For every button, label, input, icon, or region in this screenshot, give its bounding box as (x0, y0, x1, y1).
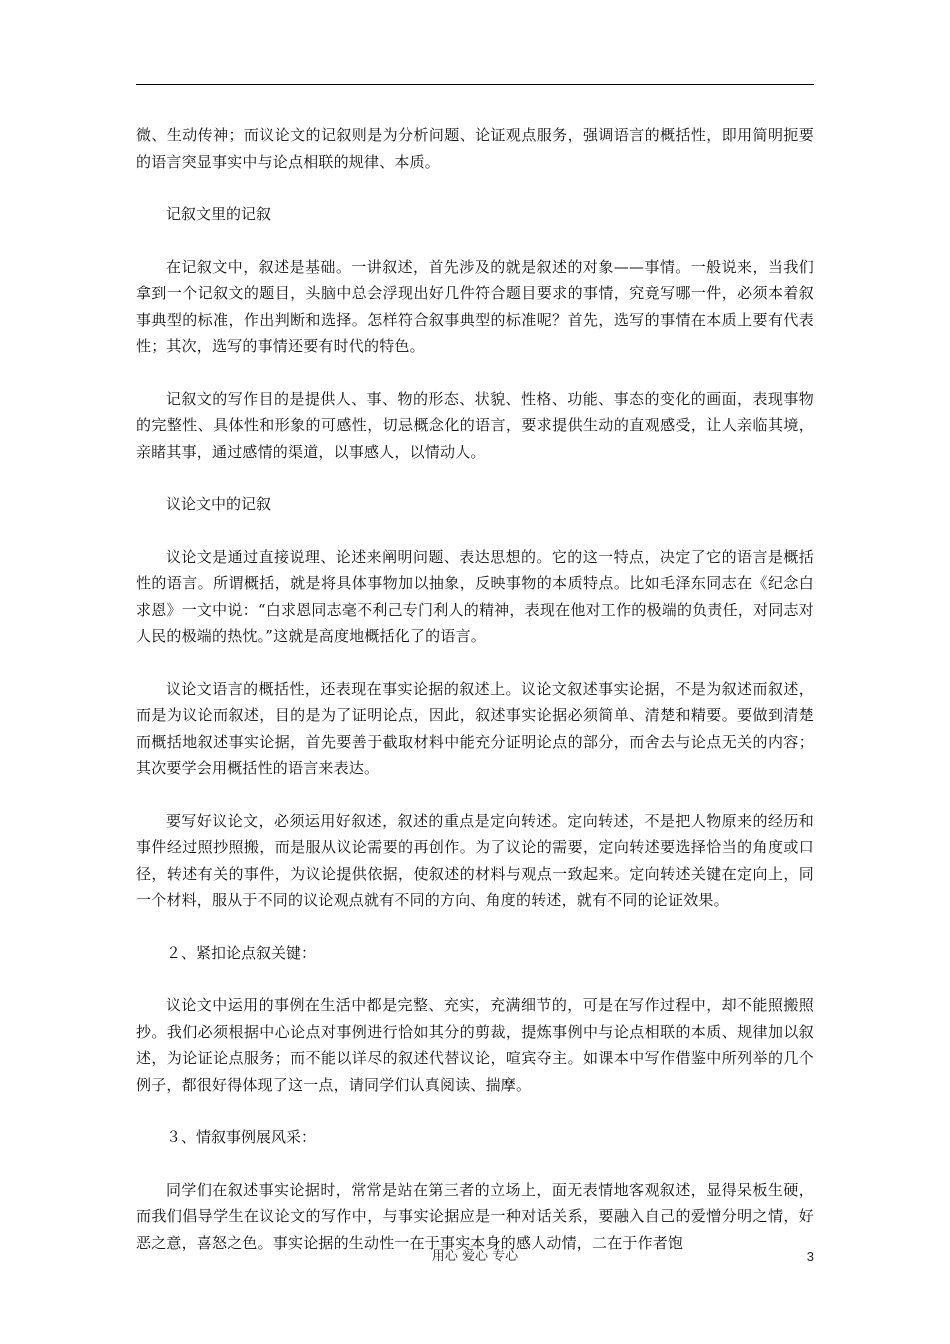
page-number: 3 (806, 1249, 814, 1264)
document-body (136, 122, 814, 1282)
section-heading-argumentative-essay: 议论文中的记叙 (166, 495, 272, 513)
paragraph: 要写好议论文，必须运用好叙述，叙述的重点是定向转述。定向转述，不是把人物原来的经历和事件经过照抄照搬，而是服从议论需要的再创作。为了议论的需要，定向转述要选择恰当的角度或口径，转述有关的事件，为议论提供依据，使叙述的材料与观点一致起来。定向转述关键在定向上，同一个材料，服从于不同的议论观点就有不同的方向、角度的转述，就有不同的论证效果。 (136, 811, 814, 909)
paragraph-continuation: 微、生动传神；而议论文的记叙则是为分析问题、论证观点服务，强调语言的概括性，即用简明扼要的语言突显事实中与论点相联的规律、本质。 (136, 126, 814, 171)
paragraph: 议论文语言的概括性，还表现在事实论据的叙述上。议论文叙述事实论据，不是为叙述而叙述，而是为议论而叙述，目的是为了证明论点，因此，叙述事实论据必须简单、清楚和精要。要做到清楚而概括地叙述事实论据，首先要善于截取材料中能充分证明论点的部分，而舍去与论点无关的内容；其次要学会用概括性的语言来表达。 (136, 679, 814, 777)
paragraph: 记叙文的写作目的是提供人、事、物的形态、状貌、性格、功能、事态的变化的画面，表现事物的完整性、具体性和形象的可感性，切忌概念化的语言，要求提供生动的直观感受，让人亲临其境，亲睹其事，通过感情的渠道，以事感人，以情动人。 (136, 389, 814, 461)
header-rule (136, 84, 814, 85)
section-heading-point-3: ３、情叙事例展风采： (166, 1128, 317, 1146)
paragraph: 在记叙文中，叙述是基础。一讲叙述，首先涉及的就是叙述的对象——事情。一般说来，当我们拿到一个记叙文的题目，头脑中总会浮现出好几件符合题目要求的事情，究竟写哪一件，必须本着叙事典型的标准，作出判断和选择。怎样符合叙事典型的标准呢？首先，选写的事情在本质上要有代表性；其次，选写的事情还要有时代的特色。 (136, 257, 814, 355)
paragraph: 同学们在叙述事实论据时，常常是站在第三者的立场上，面无表情地客观叙述，显得呆板生硬，而我们倡导学生在议论文的写作中，与事实论据应是一种对话关系，要融入自己的爱憎分明之情，好恶之意，喜怒之色。事实论据的生动性一在于事实本身的感人动情，二在于作者饱 (136, 1180, 814, 1252)
section-heading-point-2: ２、紧扣论点叙关键： (166, 943, 317, 962)
footer-motto: 用心 爱心 专心 (431, 1249, 519, 1264)
section-heading-narrative-essay: 记叙文里的记叙 (166, 205, 272, 223)
paragraph: 议论文中运用的事例在生活中都是完整、充实，充满细节的，可是在写作过程中，却不能照搬照抄。我们必须根据中心论点对事例进行恰如其分的剪裁，提炼事例中与论点相联的本质、规律加以叙述，为论证论点服务；而不能以详尽的叙述代替议论，喧宾夺主。如课本中写作借鉴中所列举的几个例子，都很好得体现了这一点，请同学们认真阅读、揣摩。 (136, 996, 814, 1094)
paragraph: 议论文是通过直接说理、论述来阐明问题、表达思想的。它的这一特点，决定了它的语言是概括性的语言。所谓概括，就是将具体事物加以抽象，反映事物的本质特点。比如毛泽东同志在《纪念白求恩》一文中说：“白求恩同志毫不利己专门利人的精神，表现在他对工作的极端的负责任，对同志对人民的极端的热忱。”这就是高度地概括化了的语言。 (136, 547, 814, 645)
